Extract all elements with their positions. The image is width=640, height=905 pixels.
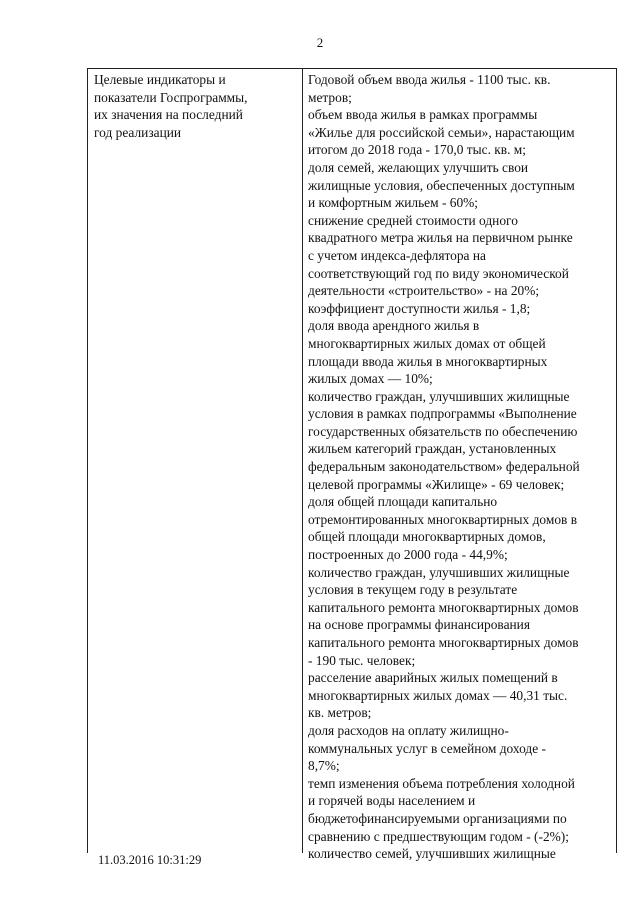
value-line: доля ввода арендного жилья в — [308, 318, 480, 334]
value-line: - 190 тыс. человек; — [308, 652, 416, 668]
value-line: построенных до 2000 года - 44,9%; — [308, 547, 508, 563]
label-line: Целевые индикаторы и — [94, 72, 226, 87]
value-line: доля расходов на оплату жилищно- — [308, 722, 509, 738]
label-line: показатели Госпрограммы, — [94, 89, 248, 105]
value-line: количество граждан, улучшивших жилищные — [308, 388, 570, 404]
indicator-values-cell — [308, 71, 614, 862]
value-line: капитального ремонта многоквартирных домов — [308, 599, 579, 615]
value-line: объем ввода жилья в рамках программы — [308, 107, 538, 123]
label-line: год реализации — [94, 124, 182, 140]
value-line: и горячей воды населением и — [308, 793, 476, 809]
value-line: площади ввода жилья в многоквартирных — [308, 353, 548, 369]
value-line: кв. метров; — [308, 705, 372, 721]
value-line: условия в рамках подпрограммы «Выполнение — [308, 406, 577, 422]
value-line: жилищные условия, обеспеченных доступным — [308, 177, 575, 193]
value-line: снижение средней стоимости одного — [308, 212, 518, 228]
value-line: деятельности «строительство» - на 20%; — [308, 283, 540, 299]
value-line: и комфортным жильем - 60%; — [308, 195, 479, 211]
value-line: количество граждан, улучшивших жилищные — [308, 564, 570, 580]
value-line: коммунальных услуг в семейном доходе - — [308, 740, 546, 756]
indicator-label-cell — [94, 71, 294, 141]
value-line: государственных обязательств по обеспечению — [308, 423, 578, 439]
page-number: 2 — [316, 35, 324, 50]
value-line: коэффициент доступности жилья - 1,8; — [308, 300, 531, 316]
value-line: жилых домах — 10%; — [308, 371, 433, 387]
value-line: на основе программы финансирования — [308, 617, 531, 633]
label-line: их значения на последний — [94, 107, 243, 123]
value-line: количество семей, улучшивших жилищные — [308, 846, 556, 862]
column-divider — [302, 69, 303, 853]
print-timestamp: 11.03.2016 10:31:29 — [98, 853, 202, 867]
value-line: расселение аварийных жилых помещений в — [308, 670, 558, 686]
value-line: 8,7%; — [308, 758, 340, 774]
value-line: метров; — [308, 89, 352, 105]
value-line: итогом до 2018 года - 170,0 тыс. кв. м; — [308, 142, 527, 158]
value-line: темп изменения объема потребления холодной — [308, 775, 575, 791]
value-line: отремонтированных многоквартирных домов в — [308, 511, 578, 527]
value-line: общей площади многоквартирных домов, — [308, 529, 546, 545]
value-line: доля общей площади капитально — [308, 494, 498, 510]
value-line: многоквартирных жилых домах от общей — [308, 335, 546, 351]
value-line: доля семей, желающих улучшить свои — [308, 159, 529, 175]
value-line: федеральным законодательством» федеральной — [308, 459, 580, 475]
value-line: «Жилье для российской семьи», нарастающим — [308, 124, 575, 140]
value-line: капитального ремонта многоквартирных домов — [308, 635, 579, 650]
value-line: условия в текущем году в результате — [308, 582, 518, 598]
value-line: сравнению с предшествующим годом - (-2%); — [308, 828, 569, 844]
value-line: квадратного метра жилья на первичном рынке — [308, 230, 573, 246]
value-line: бюджетофинансируемыми организациями по — [308, 810, 567, 826]
value-line: с учетом индекса-дефлятора на — [308, 247, 486, 263]
value-line: жильем категорий граждан, установленных — [308, 441, 557, 457]
value-line: соответствующий год по виду экономической — [308, 265, 569, 281]
value-line: целевой программы «Жилище» - 69 человек; — [308, 476, 565, 492]
value-line: Годовой объем ввода жилья - 1100 тыс. кв. — [308, 72, 551, 87]
value-line: многоквартирных жилых домах — 40,31 тыс. — [308, 687, 568, 703]
